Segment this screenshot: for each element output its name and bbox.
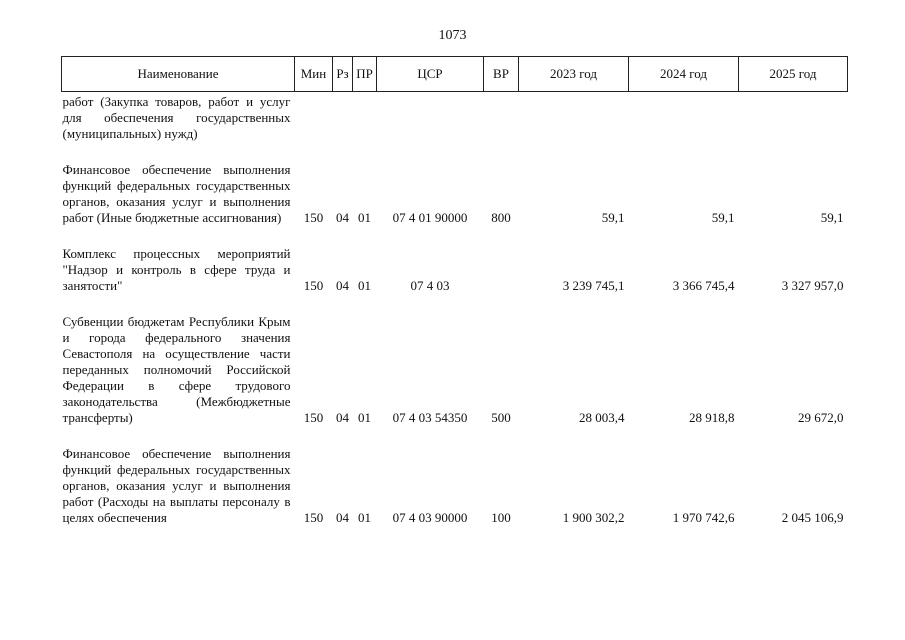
row-pr: 01 [358,210,371,225]
header-name: Наименование [62,57,295,92]
row-csr: 07 4 03 54350 [392,410,468,425]
row-2024: 28 918,8 [689,410,735,425]
row-csr: 07 4 03 90000 [392,510,468,525]
row-rz: 04 [336,510,349,525]
row-2023 [519,92,629,143]
row-2025: 3 327 957,0 [781,278,844,293]
header-vr: ВР [484,57,519,92]
row-rz: 04 [336,210,349,225]
row-2024: 59,1 [711,210,735,225]
row-rz: 04 [336,410,349,425]
row-2024: 3 366 745,4 [672,278,735,293]
row-pr: 01 [358,410,371,425]
row-vr: 500 [491,410,511,425]
row-pr: 01 [358,278,371,293]
row-min: 150 [303,510,324,525]
row-name: Финансовое обеспечение выполнения функций федеральных государственных органов, оказания услуг и выполнения работ (Расходы на выплаты персоналу в целях обеспечения [62,446,291,525]
page-number: 1073 [438,28,467,43]
row-name: Финансовое обеспечение выполнения функций федеральных государственных органов, оказания услуг и выполнения работ (Иные бюджетные ассигнования) [62,162,291,225]
row-rz [333,92,353,143]
row-csr: 07 4 03 [410,278,450,293]
row-vr: 100 [491,510,511,525]
header-2023: 2023 год [519,57,629,92]
header-min: Мин [295,57,333,92]
header-rz: Рз [333,57,353,92]
table-row [62,162,848,226]
table-row [62,446,848,526]
row-2023: 28 003,4 [579,410,625,425]
row-2024 [629,92,739,143]
row-2025 [739,92,848,143]
row-csr [377,92,484,143]
row-csr: 07 4 01 90000 [392,210,468,225]
table-row [62,92,848,143]
row-2025: 29 672,0 [798,410,844,425]
row-min: 150 [303,278,324,293]
row-min: 150 [303,210,324,225]
header-pr: ПР [353,57,377,92]
row-2023: 59,1 [601,210,625,225]
header-2024: 2024 год [629,57,739,92]
row-2023: 1 900 302,2 [562,510,625,525]
row-2024: 1 970 742,6 [672,510,735,525]
row-spacer [62,142,848,162]
row-spacer [62,226,848,246]
row-spacer [62,426,848,446]
row-rz: 04 [336,278,349,293]
row-vr [484,92,519,143]
budget-table [61,56,848,526]
row-min: 150 [303,410,324,425]
row-spacer [62,294,848,314]
row-2023: 3 239 745,1 [562,278,625,293]
row-2025: 59,1 [820,210,844,225]
row-pr [353,92,377,143]
header-2025: 2025 год [739,57,848,92]
row-min [295,92,333,143]
row-name: Комплекс процессных мероприятий "Надзор и контроль в сфере труда и занятости" [62,246,291,293]
table-row [62,246,848,294]
row-2025: 2 045 106,9 [781,510,844,525]
row-name: Субвенции бюджетам Республики Крым и города федерального значения Севастополя на осуществление части переданных полномочий Российской Федерации в сфере трудового законодательства (Межбюджетные трансферты) [62,314,291,425]
row-name: работ (Закупка товаров, работ и услуг для обеспечения государственных (муниципальных) нужд) [62,94,291,141]
row-vr: 800 [491,210,511,225]
row-pr: 01 [358,510,371,525]
row-vr [484,246,519,294]
header-csr: ЦСР [377,57,484,92]
table-header-row [62,57,848,92]
table-row [62,314,848,426]
